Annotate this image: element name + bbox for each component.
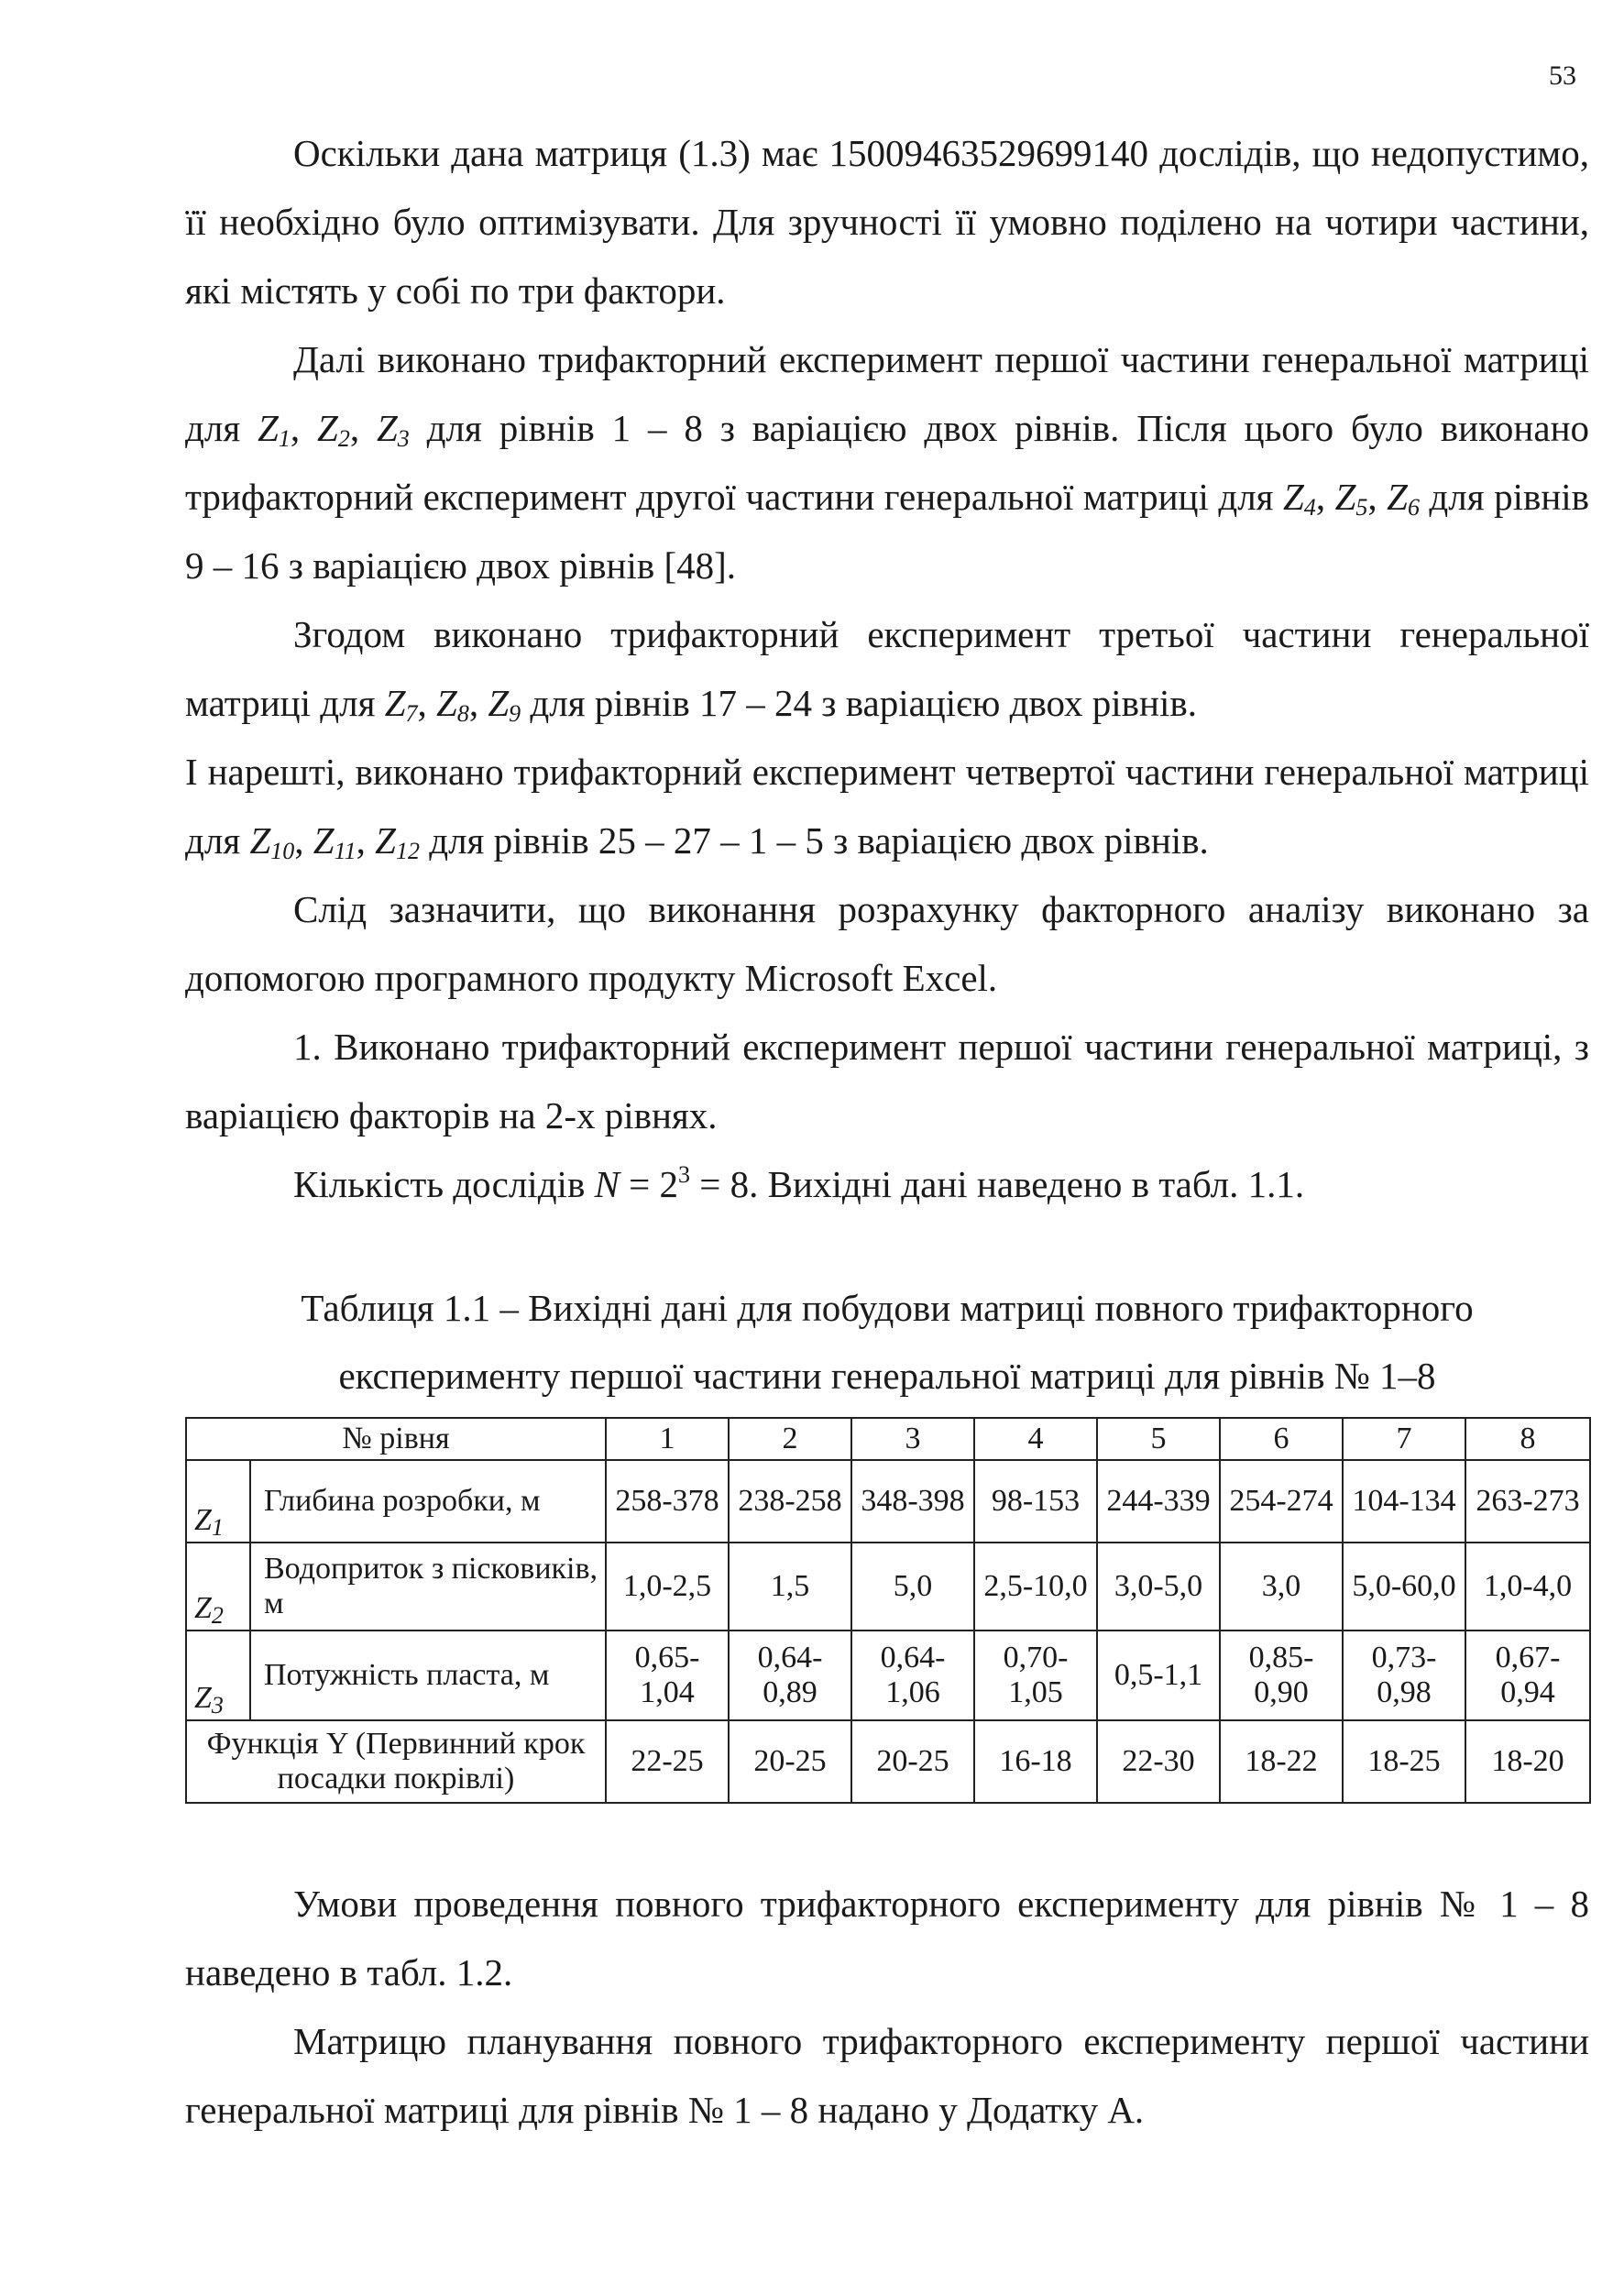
factor-z4: $Z_4$: [1283, 476, 1316, 521]
table-cell: 1,0-4,0: [1465, 1543, 1590, 1631]
data-table: [185, 1417, 1591, 1804]
paragraph-6: 1. Виконано трифакторний експеримент першої частини генеральної матриці, з варіацією факторів на 2-х рівнях.: [185, 1026, 1589, 1136]
table-cell: 5,0: [851, 1543, 974, 1631]
table-cell: 3,0-5,0: [1097, 1543, 1220, 1631]
table-cell: 3,0: [1220, 1543, 1343, 1631]
factor-z8: $Z_8$: [436, 682, 469, 727]
table-cell: 263-273: [1465, 1460, 1590, 1543]
table-cell: 22-25: [606, 1720, 729, 1803]
table-cell: 18-20: [1465, 1720, 1590, 1803]
table-cell: 0,67-0,94: [1465, 1631, 1590, 1720]
table-cell: 0,85-0,90: [1220, 1631, 1343, 1720]
table-cell: 18-25: [1343, 1720, 1465, 1803]
paragraph-7: Кількість дослідів $N = 2^3 = 8$. Вихідні дані наведено в табл. 1.1.: [293, 1161, 1305, 1205]
table-cell: 1,0-2,5: [606, 1543, 729, 1631]
table-header-row: [186, 1418, 1590, 1460]
factor-z9: $Z_9$: [488, 682, 521, 727]
paragraph-9: Матрицю планування повного трифакторного експерименту першої частини генеральної матриці для рівнів № 1 – 8 надано у Додатку А.: [185, 2020, 1589, 2131]
table-caption: [185, 1274, 1589, 1410]
table-cell: 0,64-0,89: [729, 1631, 851, 1720]
paragraph-4: І нарешті, виконано трифакторний експеримент четвертої частини генеральної матриці для $Z_{10}$, $Z_{11}$, $Z_{12}$ для рівнів 25 – 27 – 1 – 5 з варіацією двох рівнів.: [185, 751, 1589, 864]
table-cell: 1,5: [729, 1543, 851, 1631]
factor-z10: $Z_{10}$: [249, 819, 295, 864]
table-row-function: [186, 1720, 1590, 1803]
table-cell: 0,70-1,05: [974, 1631, 1097, 1720]
table-cell: 20-25: [851, 1720, 974, 1803]
text-block-top: [185, 119, 1589, 1219]
table-cell: 20-25: [729, 1720, 851, 1803]
paragraph-5: Слід зазначити, що виконання розрахунку факторного аналізу виконано за допомогою програмного продукту Microsoft Excel.: [185, 888, 1589, 999]
level-header: 3: [851, 1418, 974, 1460]
factor-z1: $Z_1$: [258, 407, 291, 452]
table-cell: 0,64-1,06: [851, 1631, 974, 1720]
table-cell: 0,65-1,04: [606, 1631, 729, 1720]
factor-z6: $Z_6$: [1387, 476, 1420, 521]
row-label: Водоприток з пісковиків, м: [250, 1543, 606, 1631]
level-header: 5: [1097, 1418, 1220, 1460]
factor-z11: $Z_{11}$: [313, 819, 357, 864]
level-header: 6: [1220, 1418, 1343, 1460]
paragraph-1: Оскільки дана матриця (1.3) має 15009463529699140 дослідів, що недопустимо, її необхідно було оптимізувати. Для зручності її умовно поділено на чотири частини, які містять у собі по три фактори.: [185, 132, 1589, 312]
level-header: 4: [974, 1418, 1097, 1460]
table-row-z2: [186, 1543, 1590, 1631]
table-cell: 104-134: [1343, 1460, 1465, 1543]
row-label: Глибина розробки, м: [250, 1460, 606, 1543]
table-cell: 18-22: [1220, 1720, 1343, 1803]
factor-z3: $Z_3$: [376, 407, 410, 452]
table-caption-line-2: експерименту першої частини генеральної матриці для рівнів № 1–8: [338, 1355, 1436, 1397]
table-cell: 5,0-60,0: [1343, 1543, 1465, 1631]
table-cell: 0,73-0,98: [1343, 1631, 1465, 1720]
table-cell: 254-274: [1220, 1460, 1343, 1543]
table-cell: 0,5-1,1: [1097, 1631, 1220, 1720]
table-cell: 244-339: [1097, 1460, 1220, 1543]
paragraph-2: Далі виконано трифакторний експеримент першої частини генеральної матриці для $Z_1$, $Z_2$, $Z_3$ для рівнів 1 – 8 з варіацією двох рівнів. Після цього було виконано трифакторний експеримент другої частини генеральної матриці для $Z_4$, $Z_5$, $Z_6$ для рівнів 9 – 16 з варіацією двох рівнів [48].: [185, 338, 1590, 587]
page-number: 53: [1549, 60, 1576, 91]
exponent: 3: [678, 1161, 691, 1188]
level-header: 2: [729, 1418, 851, 1460]
factor-z7: $Z_7$: [384, 682, 418, 727]
table-cell: 348-398: [851, 1460, 974, 1543]
function-label: Функція Y (Первинний крок посадки покрівлі): [186, 1720, 606, 1803]
factor-symbol: $Z_2$: [186, 1543, 250, 1631]
table-cell: 16-18: [974, 1720, 1097, 1803]
factor-symbol: $Z_1$: [186, 1460, 250, 1543]
factor-z5: $Z_5$: [1334, 476, 1368, 521]
factor-z2: $Z_2$: [317, 407, 350, 452]
factor-symbol: $Z_3$: [186, 1631, 250, 1720]
table-row-z3: [186, 1631, 1590, 1720]
paragraph-3: Згодом виконано трифакторний експеримент третьої частини генеральної матриці для $Z_7$, $Z_8$, $Z_9$ для рівнів 17 – 24 з варіацією двох рівнів.: [185, 613, 1589, 727]
table-row-z1: [186, 1460, 1590, 1543]
header-label: № рівня: [186, 1418, 606, 1460]
table-cell: 2,5-10,0: [974, 1543, 1097, 1631]
level-header: 1: [606, 1418, 729, 1460]
level-header: 8: [1465, 1418, 1590, 1460]
text-block-bottom: [185, 1870, 1589, 2145]
row-label: Потужність пласта, м: [250, 1631, 606, 1720]
table-cell: 258-378: [606, 1460, 729, 1543]
table-caption-line-1: Таблиця 1.1 – Вихідні дані для побудови матриці повного трифакторного: [301, 1287, 1474, 1329]
table-cell: 22-30: [1097, 1720, 1220, 1803]
level-header: 7: [1343, 1418, 1465, 1460]
var-n: N: [594, 1163, 620, 1205]
paragraph-8: Умови проведення повного трифакторного експерименту для рівнів № 1 – 8 наведено в табл. 1.2.: [185, 1883, 1589, 1993]
factor-z12: $Z_{12}$: [375, 819, 420, 864]
table-cell: 238-258: [729, 1460, 851, 1543]
table-cell: 98-153: [974, 1460, 1097, 1543]
